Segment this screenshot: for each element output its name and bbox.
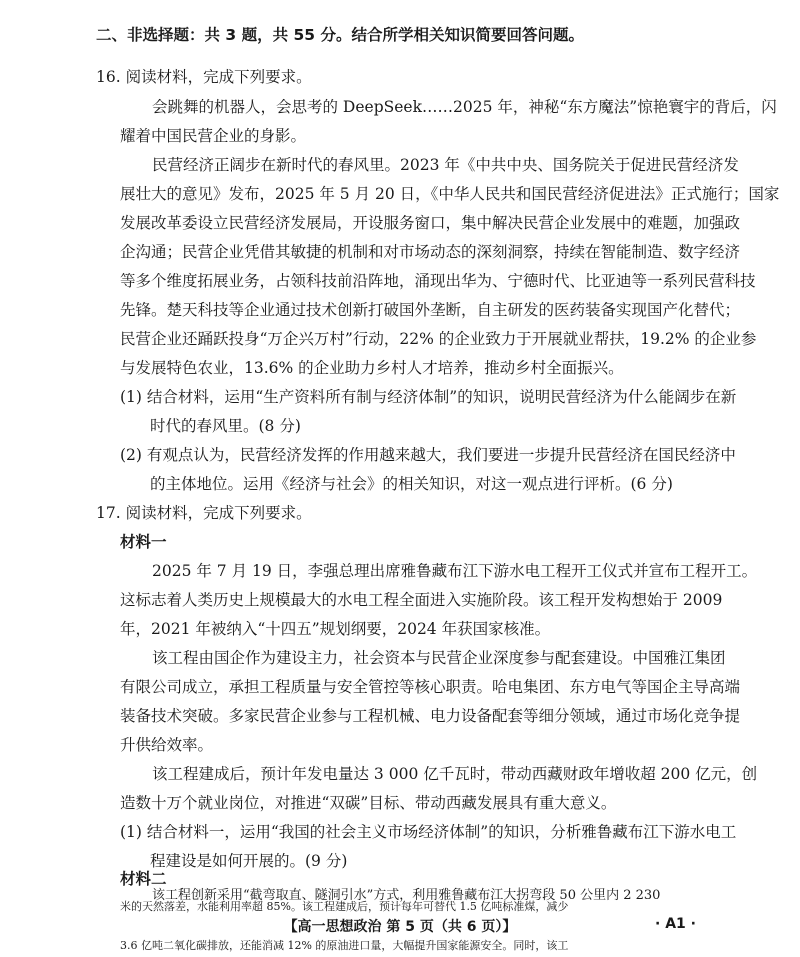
q16-para2-line: 与发展特色农业，13.6% 的企业助力乡村人才培养，推动乡村全面振兴。 [120,359,624,377]
q16-sub1-line: (1) 结合材料，运用“生产资料所有制与经济体制”的知识，说明民营经济为什么能阔步在新 [120,388,737,406]
m1-para3-line: 该工程建成后，预计年发电量达 3 000 亿千瓦时，带动西藏财政年增收超 200 亿元，创 [152,765,758,783]
m1-para2-line: 有限公司成立，承担工程质量与安全管控等核心职责。哈电集团、东方电气等国企主导高端 [120,678,741,696]
section-heading: 二、非选择题：共 3 题，共 55 分。结合所学相关知识简要回答问题。 [96,26,584,44]
material2-label: 材料二 [120,869,167,888]
m1-para2-line: 该工程由国企作为建设主力，社会资本与民营企业深度参与配套建设。中国雅江集团 [152,649,726,667]
footer-paper-code: · A1 · [655,916,696,932]
m1-para2-line: 装备技术突破。多家民营企业参与工程机械、电力设备配套等细分领域，通过市场化竞争提 [120,707,741,725]
m1-para1-line: 2025 年 7 月 19 日，李强总理出席雅鲁藏布江下游水电工程开工仪式并宣布工程开工。 [152,562,758,580]
q16-para2-line: 民营经济正阔步在新时代的春风里。2023 年《中共中央、国务院关于促进民营经济发 [152,156,739,174]
m2-para1-line: 该工程创新采用“截弯取直、隧洞引水”方式，利用雅鲁藏布江大拐弯段 50 公里内 2 230 [152,888,661,903]
q17-stem: 17. 阅读材料，完成下列要求。 [96,504,312,522]
q16-para2-line: 先锋。楚天科技等企业通过技术创新打破国外垄断，自主研发的医药装备实现国产化替代； [120,301,741,319]
q17-sub1-line: 程建设是如何开展的。(9 分) [150,852,348,870]
q16-para2-line: 民营企业还踊跃投身“万企兴万村”行动，22% 的企业致力于开展就业帮扶，19.2% 的企业参 [120,330,757,348]
q16-sub2-line: 的主体地位。运用《经济与社会》的相关知识，对这一观点进行评析。(6 分) [150,475,673,493]
q16-para1-line: 耀着中国民营企业的身影。 [120,127,307,145]
page-footer [0,914,800,938]
m2-para1-line: 3.6 亿吨二氧化碳排放，还能消减 12% 的原油进口量，大幅提升国家能源安全。同时，该工 [120,939,569,952]
q16-para2-line: 发展改革委设立民营经济发展局，开设服务窗口，集中解决民营企业发展中的难题，加强政 [120,214,741,232]
m2-para1-line: 米的天然落差，水能利用率超 85%。该工程建成后，预计每年可替代 1.5 亿吨标准煤，减少 [120,900,569,913]
q16-sub1-line: 时代的春风里。(8 分) [150,417,301,435]
q17-sub1-line: (1) 结合材料一，运用“我国的社会主义市场经济体制”的知识，分析雅鲁藏布江下游水电工 [120,823,737,841]
q16-para2-line: 等多个维度拓展业务，占领科技前沿阵地，涌现出华为、宁德时代、比亚迪等一系列民营科技 [120,272,756,290]
q16-para1-line: 会跳舞的机器人，会思考的 DeepSeek……2025 年，神秘“东方魔法”惊艳寰宇的背后，闪 [152,98,777,116]
m1-para1-line: 年，2021 年被纳入“十四五”规划纲要，2024 年获国家核准。 [120,620,551,638]
q16-para2-line: 企沟通；民营企业凭借其敏捷的机制和对市场动态的深刻洞察，持续在智能制造、数字经济 [120,243,741,261]
m1-para2-line: 升供给效率。 [120,736,214,754]
q16-stem: 16. 阅读材料，完成下列要求。 [96,68,312,86]
q16-sub2-line: (2) 有观点认为，民营经济发挥的作用越来越大，我们要进一步提升民营经济在国民经济中 [120,446,736,464]
m1-para3-line: 造数十万个就业岗位，对推进“双碳”目标、带动西藏发展具有重大意义。 [120,794,617,812]
m1-para1-line: 这标志着人类历史上规模最大的水电工程全面进入实施阶段。该工程开发构想始于 2009 [120,591,723,609]
footer-page-label: 【高一思想政治 第 5 页（共 6 页）】 [283,919,517,935]
material1-label: 材料一 [120,532,167,551]
q16-para2-line: 展壮大的意见》发布，2025 年 5 月 20 日，《中华人民共和国民营经济促进法》正式施行；国家 [120,185,780,203]
